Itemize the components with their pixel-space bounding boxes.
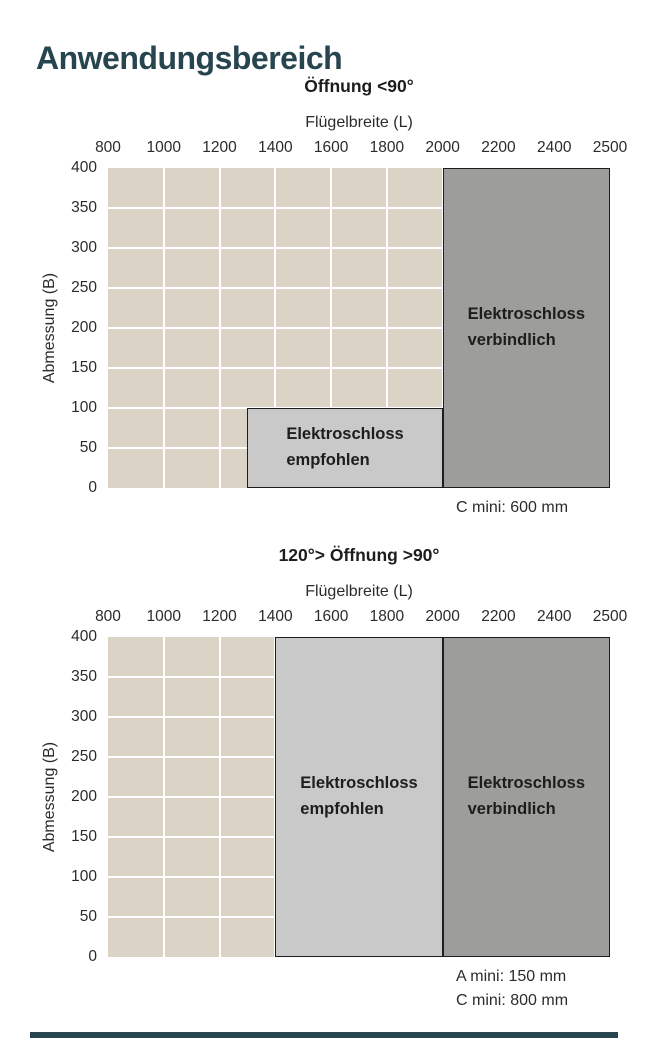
y-axis-title: Abmessung (B): [41, 272, 58, 384]
x-tick-label: 1200: [202, 139, 237, 156]
x-tick-label: 1400: [258, 139, 293, 156]
x-tick-label: 2500: [592, 608, 628, 625]
y-tick-label: 250: [71, 279, 97, 296]
region-empfohlen: [275, 637, 442, 957]
region-label: Elektroschloss verbindlich: [467, 774, 586, 818]
chart-notes: [456, 965, 568, 1013]
x-tick-label: 2500: [592, 139, 628, 156]
region-verbindlich: [443, 637, 610, 957]
x-axis-title: Flügelbreite (L): [305, 114, 413, 131]
y-tick-label: 200: [71, 788, 97, 805]
y-tick-label: 350: [71, 199, 97, 216]
y-tick-column: [0, 628, 97, 965]
region-empfohlen: [247, 408, 442, 488]
note: C mini: 600 mm: [456, 499, 569, 516]
x-tick-label: 1800: [369, 608, 405, 625]
x-tick-label: 1600: [313, 608, 349, 625]
y-tick-label: 250: [71, 748, 97, 765]
y-tick-label: 350: [71, 668, 97, 685]
x-tick-row: [95, 139, 628, 159]
y-tick-label: 400: [71, 628, 97, 645]
y-tick-label: 0: [88, 479, 97, 496]
note: C mini: 800 mm: [456, 992, 569, 1009]
x-tick-label: 2400: [536, 608, 572, 625]
y-tick-label: 150: [71, 828, 97, 845]
chart-notes: [456, 496, 568, 520]
x-axis-title: Flügelbreite (L): [305, 583, 413, 600]
y-tick-label: 100: [71, 399, 97, 416]
x-tick-label: 2200: [481, 139, 516, 156]
x-tick-label: 800: [95, 139, 121, 156]
x-tick-label: 1200: [202, 608, 237, 625]
x-tick-label: 1600: [313, 139, 349, 156]
x-tick-label: 1400: [258, 608, 293, 625]
x-tick-label: 1000: [146, 608, 182, 625]
x-tick-label: 1800: [369, 139, 405, 156]
y-tick-label: 150: [71, 359, 97, 376]
y-tick-label: 300: [71, 239, 97, 256]
x-tick-label: 2200: [481, 608, 516, 625]
plot-area: [108, 168, 610, 488]
chart-opening-lt-90: [0, 62, 648, 524]
y-tick-label: 0: [88, 948, 97, 965]
y-tick-label: 100: [71, 868, 97, 885]
y-tick-column: [0, 159, 97, 496]
x-tick-row: [95, 608, 628, 628]
y-axis-title: Abmessung (B): [41, 741, 58, 853]
chart-title: 120°> Öffnung >90°: [278, 545, 440, 565]
y-tick-label: 200: [71, 319, 97, 336]
note: A mini: 150 mm: [456, 968, 567, 985]
region-label: Elektroschloss empfohlen: [286, 425, 404, 469]
x-tick-label: 2400: [536, 139, 572, 156]
y-tick-label: 400: [71, 159, 97, 176]
page-title: Anwendungsbereich: [36, 40, 343, 77]
x-tick-label: 800: [95, 608, 121, 625]
region-label: Elektroschloss empfohlen: [300, 774, 418, 818]
chart-opening-90-to-120: [0, 531, 648, 1031]
y-tick-label: 50: [79, 439, 97, 456]
chart-title: Öffnung <90°: [304, 76, 414, 96]
x-tick-label: 2000: [425, 608, 460, 625]
x-tick-label: 2000: [425, 139, 460, 156]
footer-rule: [30, 1032, 618, 1038]
y-tick-label: 50: [79, 908, 97, 925]
region-verbindlich: [443, 168, 610, 488]
plot-area: [108, 637, 610, 957]
region-label: Elektroschloss verbindlich: [467, 305, 586, 349]
y-tick-label: 300: [71, 708, 97, 725]
x-tick-label: 1000: [146, 139, 182, 156]
